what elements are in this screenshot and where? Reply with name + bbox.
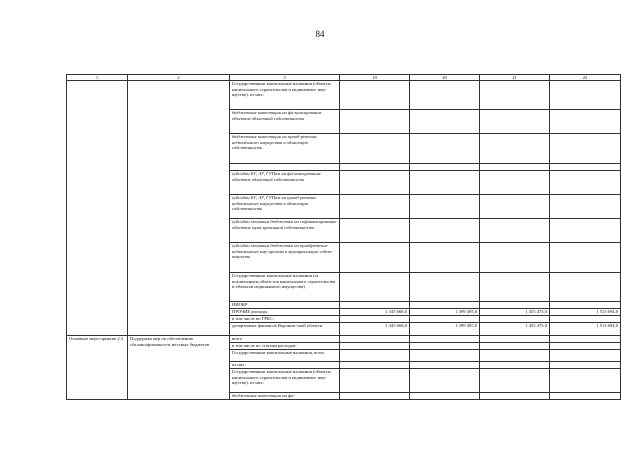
value-cell-22	[550, 134, 621, 164]
value-cell-20	[410, 171, 480, 195]
cost-item-cell: субсидии местным бюджетам на приобретение недвижимого иму-щества в муниципальную собст-венность	[230, 243, 340, 273]
value-cell	[480, 362, 550, 369]
value-cell-21	[480, 110, 550, 134]
value-cell-19	[340, 134, 410, 164]
value-cell-20	[410, 110, 480, 134]
value-cell	[480, 350, 550, 362]
cost-item-cell: ПРОЧИЕ расходы	[230, 309, 340, 316]
value-cell	[550, 362, 621, 369]
value-cell	[340, 362, 410, 369]
value-cell-20: 1 399 495,0	[410, 323, 480, 336]
value-cell-22: 1 513 694,0	[550, 309, 621, 316]
value-cell	[550, 393, 621, 400]
value-cell-21	[480, 243, 550, 273]
cost-item-cell: Государственные капитальные вложения (за исключением объек-тов капитального строительства и объектов недвижимого имущества)	[230, 273, 340, 302]
value-cell-19	[340, 110, 410, 134]
value-cell-20: 1 399 495,0	[410, 309, 480, 316]
value-cell-22	[550, 302, 621, 309]
value-cell	[480, 336, 550, 343]
value-cell-21	[480, 316, 550, 323]
cost-item-cell: бюджетные инвестиции на фи-нансирование объектов областной собственности	[230, 110, 340, 134]
value-cell-20	[410, 219, 480, 243]
cost-item-cell: департамент финансов Воронеж-ской области	[230, 323, 340, 336]
value-cell-20	[410, 81, 480, 110]
value-cell	[550, 369, 621, 393]
measure-name-cell: Основное меро-приятие 2.3	[67, 336, 128, 400]
value-cell-22	[550, 243, 621, 273]
value-cell-22	[550, 110, 621, 134]
value-cell-21	[480, 273, 550, 302]
table-row	[67, 336, 621, 343]
value-cell-19	[340, 316, 410, 323]
cost-item-cell: Государственные капитальные вложения, всего	[230, 350, 340, 362]
value-cell	[340, 350, 410, 362]
value-cell	[340, 343, 410, 350]
value-cell-22	[550, 171, 621, 195]
value-cell-22	[550, 81, 621, 110]
value-cell-19	[340, 219, 410, 243]
value-cell-22: 1 513 694,0	[550, 323, 621, 336]
cost-item-cell: субсидии местным бюджетам на софинансирование объектов муни-ципальной собственности	[230, 219, 340, 243]
cost-item-cell: в том числе по статьям расходов:	[230, 343, 340, 350]
value-cell-19: 1 345 668,0	[340, 309, 410, 316]
value-cell-22	[550, 195, 621, 219]
value-cell-20	[410, 273, 480, 302]
header-cell: 19	[340, 75, 410, 81]
value-cell-21: 1 455 475,0	[480, 323, 550, 336]
cost-item-cell: всего	[230, 336, 340, 343]
value-cell-20	[410, 243, 480, 273]
value-cell-19	[340, 195, 410, 219]
value-cell	[550, 343, 621, 350]
cost-item-cell: Государственные капитальные вложения (объекты капитального строительства и недвижимое иму-щество), из них:	[230, 81, 340, 110]
value-cell	[340, 393, 410, 400]
value-cell	[340, 369, 410, 393]
header-cell: 1	[67, 75, 128, 81]
header-cell: 2	[128, 75, 230, 81]
value-cell	[410, 362, 480, 369]
value-cell-21: 1 455 475,0	[480, 309, 550, 316]
value-cell-22	[550, 219, 621, 243]
table-row	[67, 81, 621, 110]
cost-item-cell: НИОКР	[230, 302, 340, 309]
budget-table	[66, 74, 621, 400]
value-cell-20	[410, 302, 480, 309]
value-cell-22	[550, 164, 621, 171]
value-cell-19	[340, 171, 410, 195]
cost-item-cell: в том числе по ГРБС:	[230, 316, 340, 323]
value-cell-19	[340, 273, 410, 302]
value-cell-21	[480, 134, 550, 164]
cost-item-cell: бюджетные инвестиции на приоб-ретение недвижимого имущества в областную собственность	[230, 134, 340, 164]
value-cell-21	[480, 302, 550, 309]
event-name-cell: Поддержка мер по обеспечению сбалансированности местных бюджетов	[128, 336, 230, 400]
value-cell	[410, 393, 480, 400]
value-cell	[410, 350, 480, 362]
header-cell: 21	[480, 75, 550, 81]
measure-cell-empty	[67, 81, 128, 336]
value-cell-19	[340, 302, 410, 309]
value-cell	[410, 343, 480, 350]
value-cell	[550, 336, 621, 343]
cost-item-cell: из них:	[230, 362, 340, 369]
value-cell	[550, 350, 621, 362]
header-cell: 20	[410, 75, 480, 81]
value-cell-21	[480, 171, 550, 195]
cost-item-cell: Государственные капитальные вложения (объекты капитального строительства и недвижимое иму-щество), из них:	[230, 369, 340, 393]
value-cell-20	[410, 164, 480, 171]
value-cell-21	[480, 219, 550, 243]
cost-item-cell: субсидии БУ, АУ, ГУПам на фи-нансирование объектов областной собственности	[230, 171, 340, 195]
value-cell	[340, 336, 410, 343]
value-cell-19: 1 345 668,0	[340, 323, 410, 336]
value-cell	[480, 393, 550, 400]
value-cell	[480, 343, 550, 350]
cost-item-cell: субсидии БУ, АУ, ГУПам на приоб-ретение недвижимого имущества в областную собственность	[230, 195, 340, 219]
value-cell-21	[480, 164, 550, 171]
value-cell-20	[410, 316, 480, 323]
value-cell-22	[550, 316, 621, 323]
value-cell-19	[340, 164, 410, 171]
cost-item-cell: бюджетные инвестиции на фи-	[230, 393, 340, 400]
value-cell-20	[410, 195, 480, 219]
header-cell: 3	[230, 75, 340, 81]
value-cell-21	[480, 81, 550, 110]
value-cell-21	[480, 195, 550, 219]
value-cell	[480, 369, 550, 393]
value-cell-19	[340, 243, 410, 273]
event-cell-empty	[128, 81, 230, 336]
header-cell: 22	[550, 75, 621, 81]
value-cell-20	[410, 134, 480, 164]
value-cell	[410, 336, 480, 343]
value-cell	[410, 369, 480, 393]
cost-item-cell	[230, 164, 340, 171]
value-cell-22	[550, 273, 621, 302]
page-number: 84	[315, 29, 325, 39]
value-cell-19	[340, 81, 410, 110]
